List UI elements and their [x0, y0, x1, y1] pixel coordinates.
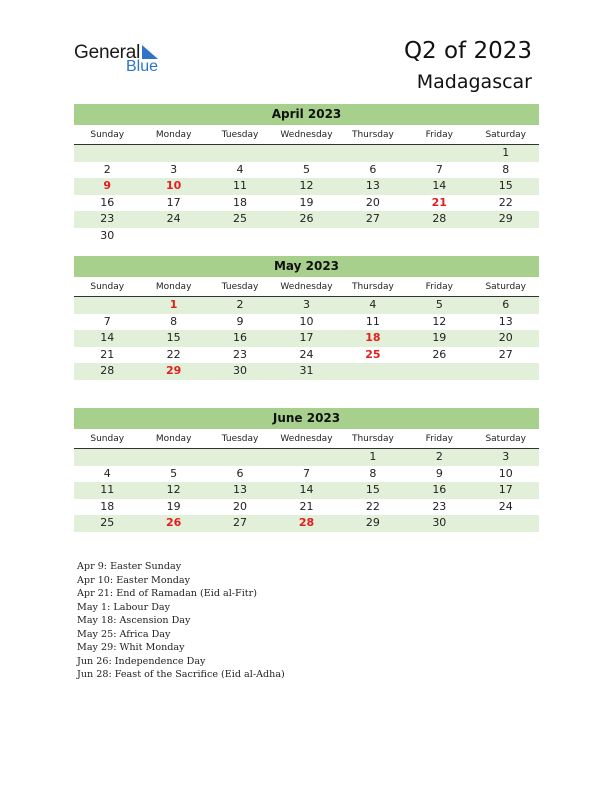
day-cell — [473, 363, 539, 380]
day-cell: 22 — [365, 499, 380, 513]
holiday-entry: May 18: Ascension Day — [77, 615, 191, 626]
day-cell: 20 — [498, 331, 513, 345]
day-cell: 3 — [502, 450, 510, 463]
day-cell — [406, 228, 472, 245]
day-cell: 19 — [432, 331, 447, 345]
day-cell: 10 — [299, 314, 314, 328]
day-cell: 18 — [100, 499, 115, 513]
weekday-label: Thursday — [351, 130, 394, 140]
holiday-entry: Apr 10: Easter Monday — [77, 574, 191, 586]
day-cell: 25 — [233, 212, 248, 226]
weekday-label: Saturday — [485, 282, 527, 292]
day-cell: 26 — [432, 347, 447, 361]
holiday-entry: Jun 28: Feast of the Sacrifice (Eid al-Adha) — [77, 669, 285, 680]
weekday-label: Sunday — [90, 282, 125, 292]
day-cell — [340, 228, 406, 245]
week-row — [74, 228, 539, 245]
holiday-day-cell: 25 — [365, 347, 381, 361]
holiday-day-cell: 26 — [165, 516, 182, 530]
holiday-entry: Jun 26: Independence Day — [77, 655, 206, 667]
day-cell: 13 — [233, 483, 248, 497]
day-cell — [273, 145, 339, 162]
day-cell: 11 — [365, 314, 380, 328]
week-row — [74, 499, 539, 516]
weekday-label: Sunday — [90, 130, 125, 140]
weekday-label: Wednesday — [280, 282, 333, 292]
weekday-label: Monday — [155, 282, 192, 292]
weekday-label: Thursday — [351, 282, 394, 292]
week-row — [74, 347, 539, 364]
holiday-entry: May 1: Labour Day — [77, 601, 171, 613]
week-row — [74, 178, 539, 195]
day-cell: 22 — [498, 195, 513, 209]
week-row — [74, 162, 539, 179]
week-row — [74, 314, 539, 331]
day-cell: 4 — [236, 162, 244, 176]
day-cell: 24 — [299, 347, 314, 361]
day-cell: 23 — [432, 499, 447, 513]
weekday-label: Friday — [425, 434, 453, 444]
day-cell: 8 — [502, 162, 510, 176]
day-cell: 3 — [170, 162, 178, 176]
day-cell: 9 — [236, 314, 244, 328]
day-cell: 6 — [236, 466, 244, 480]
day-cell: 11 — [233, 179, 248, 193]
weekday-label: Wednesday — [280, 434, 333, 444]
day-cell: 9 — [435, 466, 443, 480]
day-cell: 6 — [502, 298, 510, 311]
day-cell: 19 — [299, 195, 314, 209]
day-cell — [140, 145, 206, 162]
day-cell: 14 — [432, 179, 447, 193]
day-cell — [207, 449, 273, 466]
day-cell — [74, 449, 140, 466]
week-row — [74, 482, 539, 499]
day-cell: 12 — [166, 483, 181, 497]
day-cell: 17 — [498, 483, 513, 497]
month-title: April 2023 — [74, 104, 539, 125]
logo-text-blue: Blue — [126, 58, 159, 75]
day-cell: 5 — [435, 298, 443, 311]
day-cell — [406, 363, 472, 380]
day-cell: 7 — [103, 314, 111, 328]
day-cell: 26 — [299, 212, 314, 226]
day-cell: 1 — [502, 146, 510, 159]
holiday-entry: Apr 9: Easter Sunday — [77, 561, 182, 572]
quarter-title: Q2 of 2023 — [403, 38, 532, 64]
day-cell: 15 — [498, 179, 513, 193]
weekday-label: Thursday — [351, 434, 394, 444]
weekday-label: Sunday — [90, 434, 125, 444]
holiday-list — [77, 560, 285, 682]
day-cell: 4 — [369, 298, 377, 311]
day-cell: 5 — [302, 162, 310, 176]
day-cell: 24 — [166, 212, 181, 226]
day-cell — [273, 449, 339, 466]
day-cell — [273, 228, 339, 245]
week-row — [74, 195, 539, 212]
day-cell: 28 — [432, 212, 447, 226]
logo-text-general: General — [74, 42, 141, 63]
holiday-day-cell: 18 — [365, 331, 381, 345]
day-cell: 20 — [233, 499, 248, 513]
day-cell: 30 — [432, 516, 447, 530]
day-cell: 5 — [170, 466, 178, 480]
holiday-entry: May 29: Whit Monday — [77, 642, 185, 653]
day-cell: 27 — [498, 347, 513, 361]
week-row — [74, 145, 539, 162]
day-cell: 22 — [166, 347, 181, 361]
holiday-day-cell: 28 — [298, 516, 315, 530]
day-cell: 13 — [498, 314, 513, 328]
day-cell: 27 — [233, 516, 248, 530]
day-cell: 18 — [233, 195, 248, 209]
weekday-label: Wednesday — [280, 130, 333, 140]
weekday-label: Saturday — [485, 130, 527, 140]
week-row — [74, 363, 539, 380]
day-cell: 21 — [100, 347, 115, 361]
day-cell: 15 — [166, 331, 181, 345]
day-cell: 23 — [233, 347, 248, 361]
holiday-day-cell: 1 — [169, 298, 178, 311]
day-cell — [140, 228, 206, 245]
day-cell — [340, 145, 406, 162]
day-cell: 7 — [435, 162, 443, 176]
weekday-label: Tuesday — [221, 130, 259, 140]
day-cell — [207, 228, 273, 245]
month-calendar — [74, 104, 539, 245]
week-row — [74, 330, 539, 347]
day-cell: 23 — [100, 212, 115, 226]
day-cell: 25 — [100, 516, 115, 530]
holiday-entry: May 25: Africa Day — [77, 628, 171, 640]
day-cell: 24 — [498, 499, 513, 513]
day-cell: 2 — [103, 162, 111, 176]
day-cell: 2 — [435, 450, 443, 463]
holiday-day-cell: 29 — [165, 364, 182, 378]
day-cell: 11 — [100, 483, 115, 497]
day-cell: 16 — [432, 483, 447, 497]
weekday-header-row — [74, 280, 539, 297]
country-name: Madagascar — [416, 71, 532, 93]
day-cell: 8 — [369, 466, 377, 480]
day-cell: 10 — [498, 466, 513, 480]
day-cell: 7 — [302, 466, 310, 480]
day-cell — [473, 515, 539, 532]
day-cell — [74, 297, 140, 314]
day-cell — [406, 145, 472, 162]
day-cell: 29 — [365, 516, 380, 530]
week-row — [74, 515, 539, 532]
day-cell: 13 — [365, 179, 380, 193]
week-row — [74, 449, 539, 466]
day-cell: 19 — [166, 499, 181, 513]
day-cell: 15 — [365, 483, 380, 497]
month-calendar — [74, 256, 539, 380]
day-cell: 29 — [498, 212, 513, 226]
weekday-label: Friday — [425, 130, 453, 140]
weekday-label: Tuesday — [221, 282, 259, 292]
day-cell: 20 — [365, 195, 380, 209]
weekday-label: Monday — [155, 434, 192, 444]
day-cell: 17 — [166, 195, 181, 209]
month-title: June 2023 — [74, 408, 539, 429]
holiday-day-cell: 10 — [165, 179, 182, 193]
week-row — [74, 297, 539, 314]
day-cell: 12 — [299, 179, 314, 193]
day-cell: 27 — [365, 212, 380, 226]
holiday-day-cell: 9 — [103, 179, 112, 193]
day-cell: 28 — [100, 364, 115, 378]
holiday-day-cell: 21 — [431, 195, 447, 209]
holiday-entry: Apr 21: End of Ramadan (Eid al-Fitr) — [77, 588, 257, 599]
day-cell — [207, 145, 273, 162]
day-cell — [340, 363, 406, 380]
day-cell: 16 — [233, 331, 248, 345]
weekday-label: Saturday — [485, 434, 527, 444]
month-title: May 2023 — [74, 256, 539, 277]
day-cell: 14 — [100, 331, 115, 345]
day-cell: 14 — [299, 483, 314, 497]
weekday-label: Monday — [155, 130, 192, 140]
day-cell — [74, 145, 140, 162]
week-row — [74, 466, 539, 483]
day-cell: 8 — [170, 314, 178, 328]
day-cell: 21 — [299, 499, 314, 513]
day-cell — [140, 449, 206, 466]
day-cell: 12 — [432, 314, 447, 328]
day-cell: 16 — [100, 195, 115, 209]
day-cell — [473, 228, 539, 245]
day-cell: 30 — [100, 228, 115, 242]
day-cell: 1 — [369, 450, 377, 463]
weekday-header-row — [74, 128, 539, 145]
day-cell: 4 — [103, 466, 111, 480]
weekday-label: Tuesday — [221, 434, 259, 444]
day-cell: 2 — [236, 298, 244, 311]
day-cell: 6 — [369, 162, 377, 176]
day-cell: 17 — [299, 331, 314, 345]
weekday-label: Friday — [425, 282, 453, 292]
day-cell: 31 — [299, 364, 314, 378]
logo — [74, 42, 174, 78]
weekday-header-row — [74, 432, 539, 449]
day-cell: 30 — [233, 364, 248, 378]
day-cell: 3 — [302, 298, 310, 311]
week-row — [74, 211, 539, 228]
month-calendar — [74, 408, 539, 532]
